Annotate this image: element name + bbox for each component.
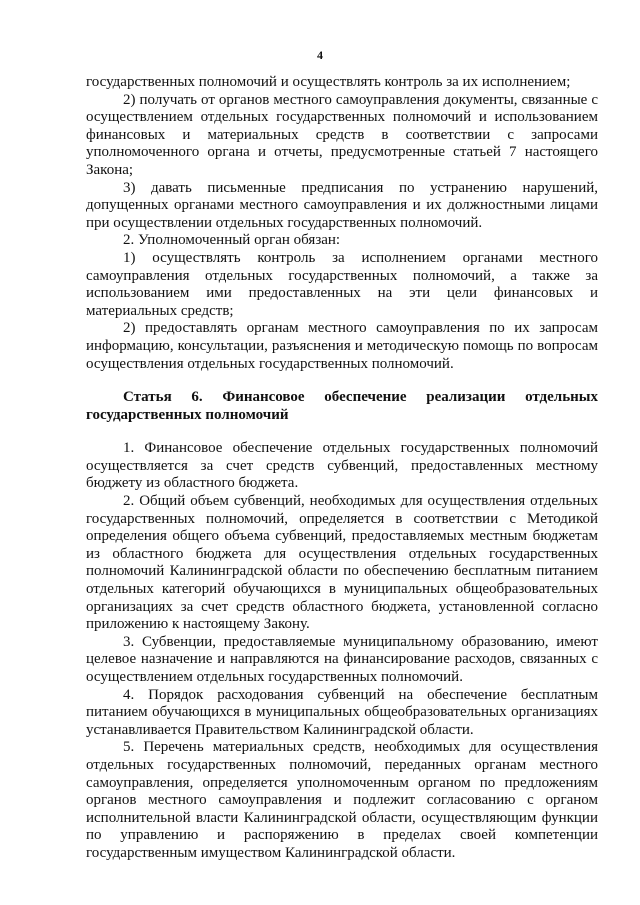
paragraph-item-2-provide-info: 2) предоставлять органам местного самоуправления по их запросам информацию, консультации, разъяснения и методическую помощь по вопросам осуществления отдельных государственных полномочий.: [86, 320, 598, 372]
paragraph-article-6-item-3: 3. Субвенции, предоставляемые муниципальному образованию, имеют целевое назначение и направляются на финансирование расходов, связанных с осуществлением отдельных государственных полномочий.: [86, 633, 598, 685]
article-6-heading: Статья 6. Финансовое обеспечение реализации отдельных государственных полномочий: [86, 389, 598, 423]
paragraph-article-6-item-5: 5. Перечень материальных средств, необходимых для осуществления отдельных государственных полномочий, переданных органам местного самоуправления, определяется уполномоченным органом по предложениям органов местного самоуправления и подлежит согласованию с органом исполнительной власти Калининградской области, осуществляющим функции по управлению и распоряжению в пределах своей компетенции государственным имуществом Калининградской области.: [86, 739, 598, 861]
paragraph-section-2-obligations: 2. Уполномоченный орган обязан:: [123, 232, 341, 249]
paragraph-article-6-item-1: 1. Финансовое обеспечение отдельных государственных полномочий осуществляется за счет средств субвенций, предоставленных местному бюджету из областного бюджета.: [86, 440, 598, 492]
paragraph-article-6-item-4: 4. Порядок расходования субвенций на обеспечение бесплатным питанием обучающихся в муниципальных общеобразовательных организациях устанавливается Правительством Калининградской области.: [86, 686, 598, 738]
document-body: [86, 74, 598, 863]
page-number: 4: [317, 48, 323, 62]
paragraph-item-2-receive-documents: 2) получать от органов местного самоуправления документы, связанные с осуществлением отдельных государственных полномочий и использованием финансовых и материальных средств в соответствии с запросами уполномоченного органа и отчеты, предусмотренные статьей 7 настоящего Закона;: [86, 91, 598, 178]
paragraph-item-1-control: 1) осуществлять контроль за исполнением органами местного самоуправления отдельных государственных полномочий, а также за использованием ими предоставленных на эти цели финансовых и материальных средств;: [86, 249, 598, 319]
paragraph-item-3-issue-orders: 3) давать письменные предписания по устранению нарушений, допущенных органами местного самоуправления и их должностными лицами при осуществлении отдельных государственных полномочий.: [86, 179, 598, 231]
paragraph-continuation: государственных полномочий и осуществлять контроль за их исполнением;: [86, 74, 571, 90]
paragraph-article-6-item-2: 2. Общий объем субвенций, необходимых для осуществления отдельных государственных полномочий, определяется в соответствии с Методикой определения общего объема субвенций, предоставляемых местным бюджетам из областного бюджета для осуществления отдельных государственных полномочий Калининградской области по обеспечению бесплатным питанием отдельных категорий обучающихся в муниципальных общеобразовательных организациях за счет средств областного бюджета, установленной согласно приложению к настоящему Закону.: [86, 493, 598, 633]
